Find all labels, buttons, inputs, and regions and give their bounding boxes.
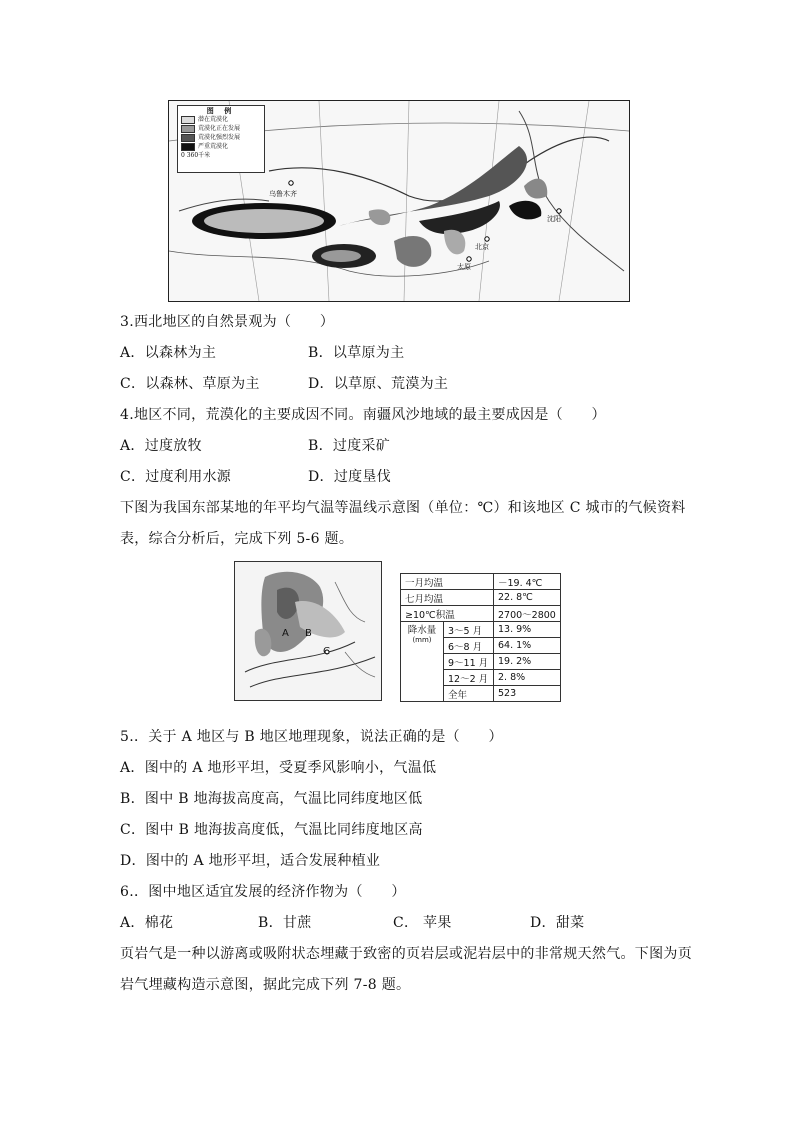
table-row <box>401 590 561 606</box>
q3-option-b: B．以草原为主 <box>308 345 405 361</box>
q6-stem: 6.．图中地区适宜发展的经济作物为（ ） <box>120 884 406 900</box>
table-cell-value: －19. 4℃ <box>494 574 561 590</box>
legend-swatch <box>181 134 195 142</box>
intro78-line1: 页岩气是一种以游离或吸附状态埋藏于致密的页岩层或泥岩层中的非常规天然气。下图为页 <box>120 946 692 962</box>
map2-label-c: C <box>323 646 330 657</box>
q4-stem: 4.地区不同，荒漠化的主要成因不同。南疆风沙地域的最主要成因是（ ） <box>120 407 606 423</box>
desertification-map <box>168 100 630 302</box>
legend-row <box>178 133 264 142</box>
table-cell-value: 64. 1% <box>494 638 561 654</box>
q4-option-c: C．过度利用水源 <box>120 469 232 485</box>
q6-option-c: C． 苹果 <box>393 915 452 931</box>
table-cell-value: 19. 2% <box>494 654 561 670</box>
legend-scale: 0 360千米 <box>181 152 211 159</box>
legend-row <box>178 124 264 133</box>
legend-title: 图 例 <box>206 106 236 115</box>
intro78-line2: 岩气埋藏构造示意图，据此完成下列 7-8 题。 <box>120 977 411 993</box>
table-cell-label: 一月均温 <box>401 574 494 590</box>
map-legend <box>177 105 265 173</box>
q4-option-d: D．过度垦伐 <box>308 469 392 485</box>
intro56-line1: 下图为我国东部某地的年平均气温等温线示意图（单位：℃）和该地区 C 城市的气候资料 <box>120 500 686 516</box>
climate-table <box>400 573 561 702</box>
q5-stem: 5.．关于 A 地区与 B 地区地理现象，说法正确的是（ ） <box>120 729 503 745</box>
legend-label: 潜在荒漠化 <box>198 116 229 123</box>
q5-option-a: A．图中的 A 地形平坦，受夏季风影响小，气温低 <box>120 760 437 776</box>
city-label-shenyang: 沈阳 <box>547 215 561 223</box>
city-label-beijing: 北京 <box>475 243 489 251</box>
legend-row <box>178 115 264 124</box>
table-row <box>401 622 561 638</box>
table-cell-value: 2700～2800 <box>494 606 561 622</box>
q3-option-a: A．以森林为主 <box>120 345 217 361</box>
table-cell-value: 2. 8% <box>494 670 561 686</box>
isotherm-map <box>234 561 382 701</box>
legend-label: 荒漠化强烈发展 <box>198 134 241 141</box>
table-cell-value: 22. 8℃ <box>494 590 561 606</box>
q3-option-d: D．以草原、荒漠为主 <box>308 376 449 392</box>
table-cell-label: ≥10℃积温 <box>401 606 494 622</box>
legend-label: 严重荒漠化 <box>198 143 229 150</box>
city-label-taiyuan: 太原 <box>457 263 471 271</box>
table-cell-period: 全年 <box>444 686 494 702</box>
q6-option-d: D．甜菜 <box>530 915 585 931</box>
q6-option-a: A．棉花 <box>120 915 174 931</box>
q3-option-c: C．以森林、草原为主 <box>120 376 260 392</box>
q3-stem: 3.西北地区的自然景观为（ ） <box>120 314 335 330</box>
legend-swatch <box>181 125 195 133</box>
table-cell-period: 6～8 月 <box>444 638 494 654</box>
table-cell-label: 七月均温 <box>401 590 494 606</box>
city-label-urumqi: 乌鲁木齐 <box>269 190 297 198</box>
legend-swatch <box>181 116 195 124</box>
table-row <box>401 574 561 590</box>
precip-label: 降水量 <box>407 625 437 636</box>
legend-swatch <box>181 143 195 151</box>
precip-header <box>401 622 444 702</box>
table-row <box>401 606 561 622</box>
intro56-line2: 表，综合分析后，完成下列 5-6 题。 <box>120 531 354 547</box>
legend-label: 荒漠化正在发展 <box>198 125 241 132</box>
table-cell-value: 13. 9% <box>494 622 561 638</box>
q4-option-a: A．过度放牧 <box>120 438 202 454</box>
map2-label-b: B <box>305 628 312 639</box>
q5-option-d: D．图中的 A 地形平坦，适合发展种植业 <box>120 853 381 869</box>
q5-option-b: B．图中 B 地海拔高度高，气温比同纬度地区低 <box>120 791 423 807</box>
legend-row <box>178 142 264 151</box>
table-cell-period: 3～5 月 <box>444 622 494 638</box>
q4-option-b: B．过度采矿 <box>308 438 391 454</box>
table-cell-period: 12～2 月 <box>444 670 494 686</box>
table-cell-period: 9～11 月 <box>444 654 494 670</box>
table-cell-value: 523 <box>494 686 561 702</box>
precip-unit: (mm) <box>412 636 432 644</box>
q5-option-c: C．图中 B 地海拔高度低，气温比同纬度地区高 <box>120 822 423 838</box>
q6-option-b: B．甘蔗 <box>258 915 312 931</box>
map2-label-a: A <box>282 628 289 639</box>
